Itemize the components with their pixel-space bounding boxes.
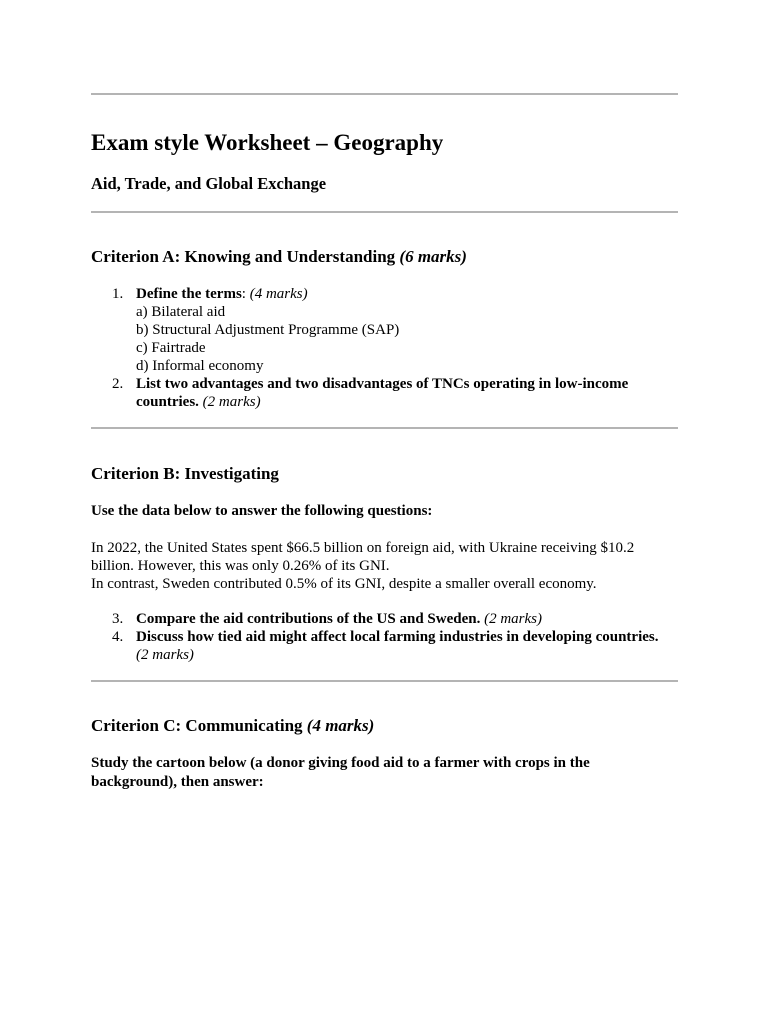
page-subtitle: Aid, Trade, and Global Exchange — [91, 174, 327, 193]
criterion-c-instruction-line2: background), then answer: — [91, 774, 264, 790]
section-divider-3 — [91, 680, 678, 682]
criterion-b-heading: Criterion B: Investigating — [91, 464, 279, 483]
question-3-marks: (2 marks) — [484, 611, 542, 627]
data-text-line2: billion. However, this was only 0.26% of its GNI. — [91, 558, 390, 574]
question-1-label: Define the terms — [136, 286, 242, 302]
question-2-marks: (2 marks) — [202, 394, 261, 410]
criterion-a-title: Criterion A: Knowing and Understanding — [91, 247, 396, 266]
criterion-a-questions — [91, 285, 678, 411]
criterion-b-questions — [91, 610, 678, 664]
question-4 — [91, 628, 678, 664]
question-4-marks: (2 marks) — [136, 647, 194, 663]
question-1-item-d: d) Informal economy — [136, 358, 264, 374]
question-1-colon: : — [241, 286, 250, 302]
question-1-marks: (4 marks) — [249, 286, 308, 302]
question-4-number: 4. — [112, 629, 124, 645]
criterion-c-instruction — [91, 754, 678, 792]
criterion-c-instruction-line1: Study the cartoon below (a donor giving food aid to a farmer with crops in the — [91, 755, 590, 771]
question-3-number: 3. — [112, 611, 124, 627]
question-1 — [91, 285, 678, 375]
section-divider-1 — [91, 211, 678, 213]
criterion-b-data-text — [91, 539, 678, 593]
question-1-item-a: a) Bilateral aid — [136, 304, 226, 320]
question-4-text: Discuss how tied aid might affect local farming industries in developing countries. — [136, 629, 659, 645]
criterion-a-heading — [91, 246, 467, 268]
question-2-text-line2: countries. — [136, 394, 199, 410]
section-divider-2 — [91, 427, 678, 429]
question-1-item-c: c) Fairtrade — [136, 340, 206, 356]
data-text-line1: In 2022, the United States spent $66.5 billion on foreign aid, with Ukraine receiving $10.2 — [91, 540, 635, 556]
question-2-text-line1: List two advantages and two disadvantages of TNCs operating in low-income — [136, 376, 629, 392]
criterion-b-instruction: Use the data below to answer the following questions: — [91, 503, 433, 519]
page-title: Exam style Worksheet – Geography — [91, 130, 444, 155]
question-1-number: 1. — [112, 286, 124, 302]
question-1-item-b: b) Structural Adjustment Programme (SAP) — [136, 322, 400, 338]
question-2 — [91, 375, 678, 411]
criterion-c-marks: (4 marks) — [306, 716, 375, 735]
question-3-text: Compare the aid contributions of the US and Sweden. — [136, 611, 481, 627]
question-2-number: 2. — [112, 376, 124, 392]
criterion-c-heading — [91, 715, 374, 737]
question-3 — [91, 610, 678, 628]
criterion-c-title: Criterion C: Communicating — [91, 716, 303, 735]
criterion-a-marks: (6 marks) — [399, 247, 467, 266]
data-text-line3: In contrast, Sweden contributed 0.5% of its GNI, despite a smaller overall economy. — [91, 576, 597, 592]
top-divider — [91, 93, 678, 95]
